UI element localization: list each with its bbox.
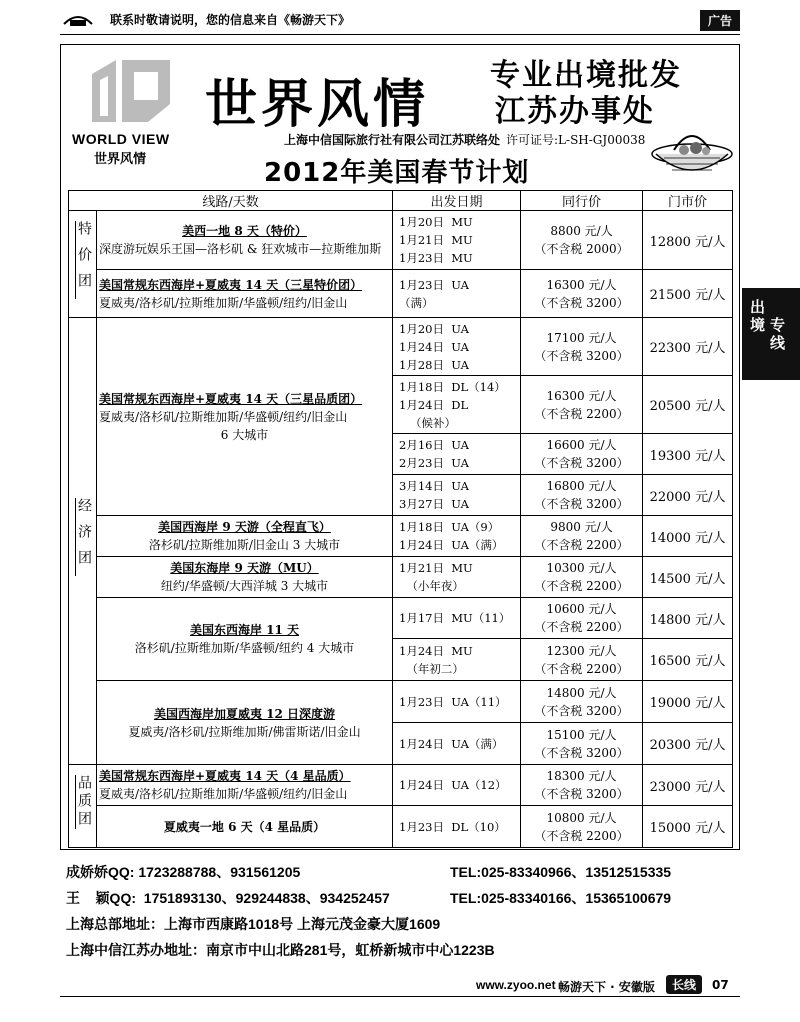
trade-price: 10300 元/人 （不含税 2200）: [521, 557, 643, 598]
gift-basket-icon: [644, 128, 740, 186]
route-west-coast-9day: [97, 516, 393, 557]
route-coast-hawaii-4star: [97, 765, 393, 806]
header-retail-price: 门市价: [643, 191, 733, 211]
route-title: 美国东西海岸 11 天: [189, 623, 300, 637]
dates: 1月24日 MU （年初二）: [393, 639, 521, 681]
category-special-label: 特价团: [76, 220, 92, 299]
contact-2-tel: TEL:025-83340166、15365100679: [450, 890, 672, 906]
trade-price: 16600 元/人 （不含税 3200）: [521, 434, 643, 475]
route-desc: 夏威夷/洛杉矶/拉斯维加斯/佛雷斯诺/旧金山: [128, 724, 361, 739]
header-date: 出发日期: [393, 191, 521, 211]
brand-name-cn-big: 世界风情: [205, 74, 430, 135]
trade-price: 18300 元/人 （不含税 3200）: [521, 765, 643, 806]
side-tab-line-1: 出境: [750, 298, 766, 334]
route-east-west-11day: [97, 598, 393, 681]
contact-1-tel: TEL:025-83340966、13512515335: [450, 864, 672, 880]
contact-1-qq: 成娇娇QQ: 1723288788、931561205: [66, 864, 301, 880]
route-desc: 纽约/华盛顿/大西洋城 3 大城市: [160, 579, 329, 593]
route-coast-hawaii-3star-quality: [97, 318, 393, 516]
address-shanghai: 上海总部地址：上海市西康路1018号 上海元茂金豪大厦1609: [66, 916, 441, 932]
category-economy: [69, 318, 97, 765]
footer-page-number: 07: [712, 978, 729, 992]
brand-name-en: WORLD VIEW: [72, 131, 170, 147]
retail-price: 22300 元/人: [643, 318, 733, 376]
dates: 1月20日 MU 1月21日 MU 1月23日 MU: [393, 211, 521, 270]
category-economy-label: 经济团: [76, 497, 92, 576]
route-desc: 洛杉矶/拉斯维加斯/华盛顿/纽约 4 大城市: [134, 641, 355, 655]
route-hawaii-6day: [97, 806, 393, 848]
category-quality: [69, 765, 97, 848]
footer-section-badge: 长线: [666, 975, 702, 994]
route-coast-hawaii-3star-special: [97, 270, 393, 318]
trade-price: 12300 元/人 （不含税 2200）: [521, 639, 643, 681]
retail-price: 23000 元/人: [643, 765, 733, 806]
route-west-8day: [97, 211, 393, 270]
dates: 1月24日 UA（12）: [393, 765, 521, 806]
slogan-line-2: 江苏办事处: [495, 94, 655, 129]
trade-price: 9800 元/人 （不含税 2200）: [521, 516, 643, 557]
top-strip: [60, 6, 740, 35]
retail-price: 14000 元/人: [643, 516, 733, 557]
category-quality-label: 品质团: [76, 774, 92, 829]
source-note: 联系时敬请说明，您的信息来自《畅游天下》: [110, 13, 351, 27]
dates: 1月23日 UA （满）: [393, 270, 521, 318]
retail-price: 12800 元/人: [643, 211, 733, 270]
retail-price: 14800 元/人: [643, 598, 733, 639]
footer-website[interactable]: www.zyoo.net: [476, 978, 556, 992]
route-east-coast-9day: [97, 557, 393, 598]
dates: 1月18日 UA（9） 1月24日 UA（满）: [393, 516, 521, 557]
license-number: 许可证号:L-SH-GJ00038: [506, 133, 646, 147]
company-name: 上海中信国际旅行社有限公司江苏联络处: [284, 133, 501, 147]
route-desc-cities: 6 大城市: [220, 427, 269, 442]
retail-price: 14500 元/人: [643, 557, 733, 598]
slogan-line-1: 专业出境批发: [490, 58, 682, 93]
trade-price: 16300 元/人 （不含税 2200）: [521, 376, 643, 434]
route-desc: 夏威夷/洛杉矶/拉斯维加斯/华盛顿/纽约/旧金山: [99, 409, 348, 424]
side-tab-line-2: 专线: [770, 316, 786, 352]
trade-price: 16800 元/人 （不含税 3200）: [521, 475, 643, 516]
route-title: 美国常规东西海岸+夏威夷 14 天（4 星品质）: [99, 769, 351, 783]
footer-publication: 畅游天下 · 安徽版: [558, 980, 655, 994]
header-route: 线路/天数: [69, 191, 393, 211]
retail-price: 20500 元/人: [643, 376, 733, 434]
dates: 1月20日 UA 1月24日 UA 1月28日 UA: [393, 318, 521, 376]
dates: 3月14日 UA 3月27日 UA: [393, 475, 521, 516]
retail-price: 20300 元/人: [643, 723, 733, 765]
side-tab-outbound: [742, 288, 800, 380]
contact-2-qq: 王 颖QQ: 1751893130、929244838、934252457: [66, 890, 390, 906]
route-title: 夏威夷一地 6 天（4 星品质）: [163, 819, 326, 834]
dates: 1月23日 DL（10）: [393, 806, 521, 848]
ad-tag: 广告: [700, 10, 740, 31]
address-jiangsu: 上海中信江苏办地址：南京市中山北路281号，虹桥新城市中心1223B: [66, 942, 495, 958]
trade-price: 16300 元/人 （不含税 3200）: [521, 270, 643, 318]
brand-name-cn-small: 世界风情: [94, 152, 147, 167]
route-desc: 洛杉矶/拉斯维加斯/旧金山 3 大城市: [148, 538, 341, 552]
retail-price: 21500 元/人: [643, 270, 733, 318]
route-title: 美国西海岸加夏威夷 12 日深度游: [153, 706, 336, 721]
retail-price: 16500 元/人: [643, 639, 733, 681]
trade-price: 15100 元/人 （不含税 3200）: [521, 723, 643, 765]
page-title: 2012年美国春节计划: [264, 158, 530, 188]
header-trade-price: 同行价: [521, 191, 643, 211]
route-title: 美国常规东西海岸+夏威夷 14 天（三星特价团）: [99, 277, 363, 292]
route-desc: 深度游玩娱乐王国—洛杉矶 & 狂欢城市—拉斯维加斯: [99, 242, 382, 256]
dates: 1月17日 MU（11）: [393, 598, 521, 639]
dates: 1月24日 UA（满）: [393, 723, 521, 765]
trade-price: 17100 元/人 （不含税 3200）: [521, 318, 643, 376]
retail-price: 15000 元/人: [643, 806, 733, 848]
publication-logo-icon: [60, 8, 96, 30]
trade-price: 10600 元/人 （不含税 2200）: [521, 598, 643, 639]
retail-price: 22000 元/人: [643, 475, 733, 516]
trade-price: 14800 元/人 （不含税 3200）: [521, 681, 643, 723]
dates: 1月21日 MU （小年夜）: [393, 557, 521, 598]
route-title: 美国东海岸 9 天游（MU）: [170, 561, 319, 575]
world-view-logo-icon: [86, 56, 176, 126]
trade-price: 10800 元/人 （不含税 2200）: [521, 806, 643, 848]
route-west-hawaii-12day: [97, 681, 393, 765]
route-desc: 夏威夷/洛杉矶/拉斯维加斯/华盛顿/纽约/旧金山: [99, 295, 348, 310]
trade-price: 8800 元/人 （不含税 2000）: [521, 211, 643, 270]
route-desc: 夏威夷/洛杉矶/拉斯维加斯/华盛顿/纽约/旧金山: [99, 787, 348, 801]
category-special: [69, 211, 97, 318]
dates: 2月16日 UA 2月23日 UA: [393, 434, 521, 475]
tour-table: [68, 190, 733, 848]
route-title: 美国常规东西海岸+夏威夷 14 天（三星品质团）: [99, 391, 363, 406]
route-title: 美国西海岸 9 天游（全程直飞）: [158, 520, 331, 534]
dates: 1月18日 DL（14） 1月24日 DL （候补）: [393, 376, 521, 434]
retail-price: 19000 元/人: [643, 681, 733, 723]
retail-price: 19300 元/人: [643, 434, 733, 475]
route-title: 美西一地 8 天（特价）: [182, 224, 307, 238]
footer-rule: [60, 996, 740, 997]
dates: 1月23日 UA（11）: [393, 681, 521, 723]
